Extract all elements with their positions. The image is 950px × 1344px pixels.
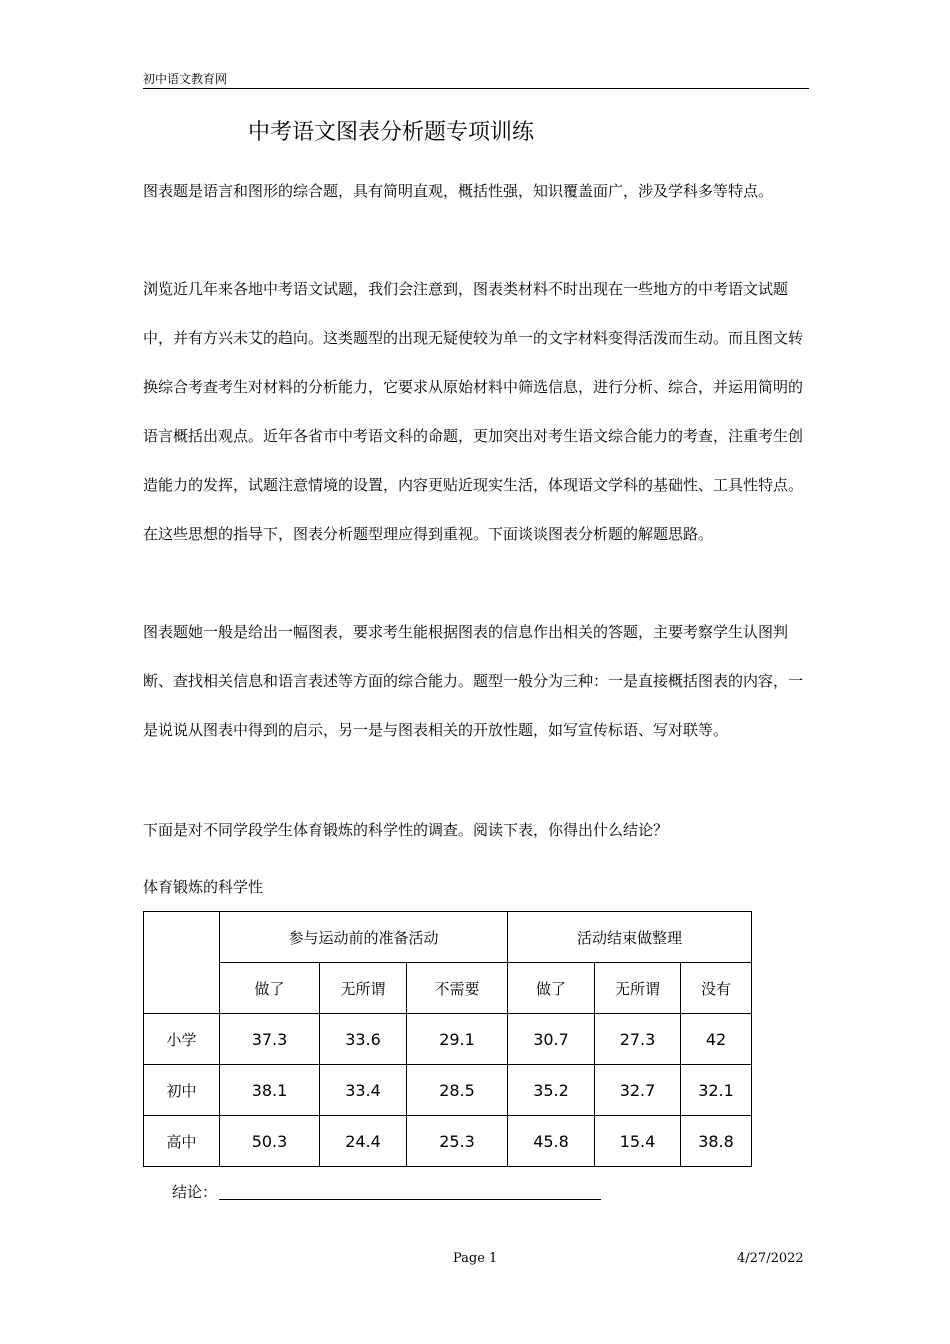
table-cell: 50.3 bbox=[220, 1116, 320, 1167]
document-title: 中考语文图表分析题专项训练 bbox=[248, 120, 535, 145]
column-header: 不需要 bbox=[407, 963, 508, 1014]
page-number: Page 1 bbox=[453, 1251, 498, 1266]
column-header: 无所谓 bbox=[320, 963, 407, 1014]
table-cell: 27.3 bbox=[595, 1014, 681, 1065]
table-caption: 体育锻炼的科学性 bbox=[143, 878, 264, 896]
survey-table bbox=[143, 911, 752, 1167]
question-types-paragraph: 图表题她一般是给出一幅图表，要求考生能根据图表的信息作出相关的答题，主要考察学生认图判断、查找相关信息和语言表述等方面的综合能力。题型一般分为三种：一是直接概括图表的内容，一是说说从图表中得到的启示，另一是与图表相关的开放性题，如写宣传标语、写对联等。 bbox=[143, 623, 804, 739]
table-row bbox=[144, 1116, 752, 1167]
row-label: 小学 bbox=[144, 1014, 220, 1065]
table-cell: 28.5 bbox=[407, 1065, 508, 1116]
exercise-prompt: 下面是对不同学段学生体育锻炼的科学性的调查。阅读下表，你得出什么结论？ bbox=[143, 821, 669, 839]
table-cell: 35.2 bbox=[508, 1065, 595, 1116]
table-cell: 45.8 bbox=[508, 1116, 595, 1167]
table-cell: 33.6 bbox=[320, 1014, 407, 1065]
table-cell: 29.1 bbox=[407, 1014, 508, 1065]
row-label: 初中 bbox=[144, 1065, 220, 1116]
conclusion-answer-line bbox=[219, 1199, 601, 1200]
column-header: 无所谓 bbox=[595, 963, 681, 1014]
conclusion-label: 结论： bbox=[172, 1183, 218, 1201]
table-subheader-row bbox=[144, 963, 752, 1014]
column-header: 做了 bbox=[220, 963, 320, 1014]
column-group-header: 参与运动前的准备活动 bbox=[220, 912, 508, 963]
table-cell: 38.8 bbox=[681, 1116, 752, 1167]
column-header: 没有 bbox=[681, 963, 752, 1014]
table-cell: 25.3 bbox=[407, 1116, 508, 1167]
table-cell: 15.4 bbox=[595, 1116, 681, 1167]
table-cell: 32.1 bbox=[681, 1065, 752, 1116]
table-cell: 42 bbox=[681, 1014, 752, 1065]
row-label: 高中 bbox=[144, 1116, 220, 1167]
column-header: 做了 bbox=[508, 963, 595, 1014]
table-row bbox=[144, 1014, 752, 1065]
table-cell: 24.4 bbox=[320, 1116, 407, 1167]
table-cell: 33.4 bbox=[320, 1065, 407, 1116]
table-row bbox=[144, 1065, 752, 1116]
page-header bbox=[143, 70, 809, 89]
table-cell: 38.1 bbox=[220, 1065, 320, 1116]
table-header-row bbox=[144, 912, 752, 963]
footer-date: 4/27/2022 bbox=[737, 1251, 804, 1266]
intro-paragraph: 图表题是语言和图形的综合题，具有简明直观，概括性强，知识覆盖面广，涉及学科多等特点。 bbox=[143, 182, 774, 200]
table-cell: 37.3 bbox=[220, 1014, 320, 1065]
column-group-header: 活动结束做整理 bbox=[508, 912, 752, 963]
table-cell: 30.7 bbox=[508, 1014, 595, 1065]
table-cell: 32.7 bbox=[595, 1065, 681, 1116]
background-paragraph: 浏览近几年来各地中考语文试题，我们会注意到，图表类材料不时出现在一些地方的中考语文试题中，并有方兴未艾的趋向。这类题型的出现无疑使较为单一的文字材料变得活泼而生动。而且图文转换综合考查考生对材料的分析能力，它要求从原始材料中筛选信息，进行分析、综合，并运用简明的语言概括出观点。近年各省市中考语文科的命题，更加突出对考生语文综合能力的考查，注重考生创造能力的发挥，试题注意情境的设置，内容更贴近现实生活，体现语文学科的基础性、工具性特点。在这些思想的指导下，图表分析题型理应得到重视。下面谈谈图表分析题的解题思路。 bbox=[143, 280, 804, 543]
header-site-name: 初中语文教育网 bbox=[143, 72, 228, 86]
table-corner-cell bbox=[144, 912, 220, 1014]
